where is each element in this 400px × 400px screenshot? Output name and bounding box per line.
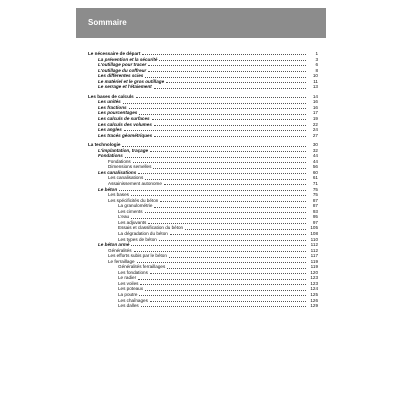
toc-entry-page: 60 — [312, 169, 318, 175]
dot-leader — [124, 130, 306, 131]
dot-leader — [134, 251, 307, 252]
dot-leader — [154, 136, 306, 137]
toc-entry-title: Les unités — [98, 99, 121, 105]
toc-entry-page: 95 — [312, 214, 318, 220]
toc-section — [88, 51, 318, 90]
toc-entry-page: 119 — [310, 258, 318, 264]
dot-leader — [123, 103, 306, 104]
toc-entry-page: 125 — [310, 291, 318, 297]
dot-leader — [139, 295, 306, 296]
toc-section — [88, 94, 318, 138]
toc-entry-page: 3 — [315, 56, 318, 62]
dot-leader — [138, 279, 306, 280]
toc-entry-title: Les ciments — [118, 208, 143, 214]
toc-entry-title: L'eau — [118, 214, 130, 220]
dot-leader — [148, 71, 306, 72]
toc-entry-title: Fondations — [98, 153, 123, 159]
toc-entry-page: 44 — [312, 158, 318, 164]
toc-entry-title: Assainissement autonome — [108, 181, 162, 187]
page-title: Sommaire — [88, 18, 127, 27]
toc-entry-title: Les adjuvants — [118, 219, 147, 225]
dot-leader — [139, 114, 306, 115]
toc-entry-page: 19 — [312, 116, 318, 122]
dot-leader — [152, 119, 306, 120]
toc-entry-title: L'outillage du coffreur — [98, 67, 147, 73]
toc-entry-title: Les bases — [108, 192, 129, 198]
dot-leader — [145, 77, 306, 78]
toc-entry-page: 10 — [312, 73, 318, 79]
toc-entry[interactable] — [88, 84, 318, 90]
dot-leader — [145, 179, 306, 180]
toc-entry-page: 71 — [312, 181, 318, 187]
dot-leader — [159, 60, 306, 61]
dot-leader — [136, 97, 306, 98]
toc-entry-page: 93 — [312, 208, 318, 214]
toc-entry-title: Le béton — [98, 186, 118, 192]
toc-entry-title: L'implantation, traçage — [98, 147, 149, 153]
dot-leader — [166, 82, 306, 83]
toc-entry-title: Le ferraillage — [108, 258, 135, 264]
toc-entry-page: 56 — [312, 164, 318, 170]
toc-entry-title: Essais et classification du béton — [118, 225, 184, 231]
toc-section — [88, 142, 318, 308]
toc-entry-title: Les types de béton — [118, 236, 157, 242]
toc-entry-page: 32 — [312, 147, 318, 153]
dot-leader — [142, 54, 306, 55]
dot-leader — [133, 162, 306, 163]
toc-entry-title: Les pourcentages — [98, 110, 138, 116]
toc-entry-page: 1 — [315, 51, 318, 56]
toc-entry-title: Le matériel et le gros outillage — [98, 78, 165, 84]
dot-leader — [167, 268, 306, 269]
toc-entry-title: Les fondations — [118, 269, 148, 275]
dot-leader — [150, 273, 306, 274]
toc-entry-title: Le radier — [118, 275, 137, 281]
toc-entry-title: Les efforts subis par le béton — [108, 253, 167, 259]
toc-entry-page: 117 — [310, 253, 318, 259]
dot-leader — [164, 184, 306, 185]
dot-leader — [129, 108, 306, 109]
toc-entry-page: 120 — [310, 269, 318, 275]
toc-entry-title: Les fractions — [98, 104, 127, 110]
toc-entry-page: 44 — [312, 153, 318, 159]
header-band — [76, 8, 326, 38]
toc-entry-title: Les chaînages — [118, 297, 148, 303]
toc-entry-page: 105 — [310, 225, 318, 231]
toc-entry-page: 27 — [312, 132, 318, 138]
toc-entry-page: 112 — [310, 247, 318, 253]
toc-entry-page: 30 — [312, 142, 318, 148]
toc-entry-page: 112 — [310, 242, 318, 248]
dot-leader — [150, 151, 306, 152]
toc-entry-title: Généralités ferraillages — [118, 264, 166, 270]
toc-entry-title: Les différentes scies — [98, 73, 144, 79]
toc-entry-title: La granulométrie — [118, 203, 153, 209]
toc-entry-page: 16 — [312, 99, 318, 105]
toc-entry-page: 87 — [312, 203, 318, 209]
dot-leader — [125, 157, 306, 158]
toc-entry-title: La poutre — [118, 291, 138, 297]
toc-entry-title: Le nécessaire de départ — [88, 51, 141, 56]
toc-entry-page: 13 — [312, 84, 318, 90]
toc-entry-title: Les dalles — [118, 303, 139, 309]
toc-entry-title: Dimensions semelles — [108, 164, 152, 170]
dot-leader — [154, 125, 306, 126]
dot-leader — [138, 173, 306, 174]
toc-entry-title: Les angles — [98, 127, 122, 133]
toc-entry[interactable] — [88, 133, 318, 139]
toc-entry-title: La prévention et la sécurité — [98, 56, 158, 62]
dot-leader — [131, 245, 306, 246]
dot-leader — [145, 212, 306, 213]
toc-entry-title: Les poteaux — [118, 286, 144, 292]
dot-leader — [145, 290, 306, 291]
toc-entry-title: Le serrage et l'étaiement — [98, 84, 152, 90]
dot-leader — [122, 146, 306, 147]
dot-leader — [169, 257, 306, 258]
toc-entry-page: 119 — [310, 264, 318, 270]
toc-entry-title: Les canalisations — [108, 175, 144, 181]
dot-leader — [148, 223, 306, 224]
toc-entry-page: 8 — [315, 67, 318, 73]
dot-leader — [131, 195, 306, 196]
toc-entry[interactable] — [88, 303, 318, 309]
dot-leader — [140, 284, 306, 285]
toc-entry-page: 24 — [312, 127, 318, 133]
toc-entry-page: 97 — [312, 219, 318, 225]
dot-leader — [154, 207, 306, 208]
dot-leader — [150, 301, 306, 302]
toc-entry-page: 16 — [312, 104, 318, 110]
toc-entry-page: 14 — [312, 93, 318, 99]
toc-entry-title: La dégradation du béton — [118, 230, 168, 236]
toc-entry-title: Le béton armé — [98, 242, 130, 248]
dot-leader — [154, 88, 306, 89]
toc-entry-page: 75 — [312, 186, 318, 192]
toc-entry-page: 108 — [310, 230, 318, 236]
dot-leader — [185, 229, 306, 230]
toc-entry-title: La technologie — [88, 142, 121, 148]
dot-leader — [159, 240, 306, 241]
dot-leader — [137, 262, 306, 263]
dot-leader — [119, 190, 306, 191]
toc-entry-page: 22 — [312, 121, 318, 127]
toc-entry-title: Les bases de calculs — [88, 93, 134, 99]
dot-leader — [148, 65, 306, 66]
toc-entry-page: 11 — [313, 78, 318, 84]
toc-entry-page: 124 — [310, 286, 318, 292]
document-page — [76, 8, 326, 400]
toc-entry-page: 17 — [312, 110, 318, 116]
toc-entry-title: Les calculs des volumes — [98, 121, 152, 127]
table-of-contents — [88, 51, 318, 313]
toc-entry-title: Généralités — [108, 247, 132, 253]
toc-entry-title: Fondations — [108, 158, 131, 164]
dot-leader — [141, 306, 306, 307]
toc-entry-title: L'outillage pour tracer — [98, 62, 147, 68]
toc-entry-page: 129 — [310, 303, 318, 309]
toc-entry-title: Les canalisations — [98, 169, 137, 175]
toc-entry-page: 75 — [312, 192, 318, 198]
toc-entry-page: 126 — [310, 297, 318, 303]
toc-entry-page: 6 — [315, 62, 318, 68]
toc-entry-page: 61 — [312, 175, 318, 181]
toc-entry-title: Les tracés géométriques — [98, 132, 153, 138]
dot-leader — [160, 201, 306, 202]
toc-entry-title: Les calculs de surfaces — [98, 116, 150, 122]
dot-leader — [131, 218, 306, 219]
toc-entry-title: Les voiles — [118, 280, 139, 286]
toc-entry-page: 123 — [310, 280, 318, 286]
dot-leader — [153, 168, 306, 169]
toc-entry-page: 87 — [312, 197, 318, 203]
dot-leader — [170, 234, 306, 235]
toc-entry-title: Les spécificités du béton — [108, 197, 159, 203]
toc-entry-page: 123 — [310, 275, 318, 281]
toc-entry-page: 110 — [310, 236, 318, 242]
